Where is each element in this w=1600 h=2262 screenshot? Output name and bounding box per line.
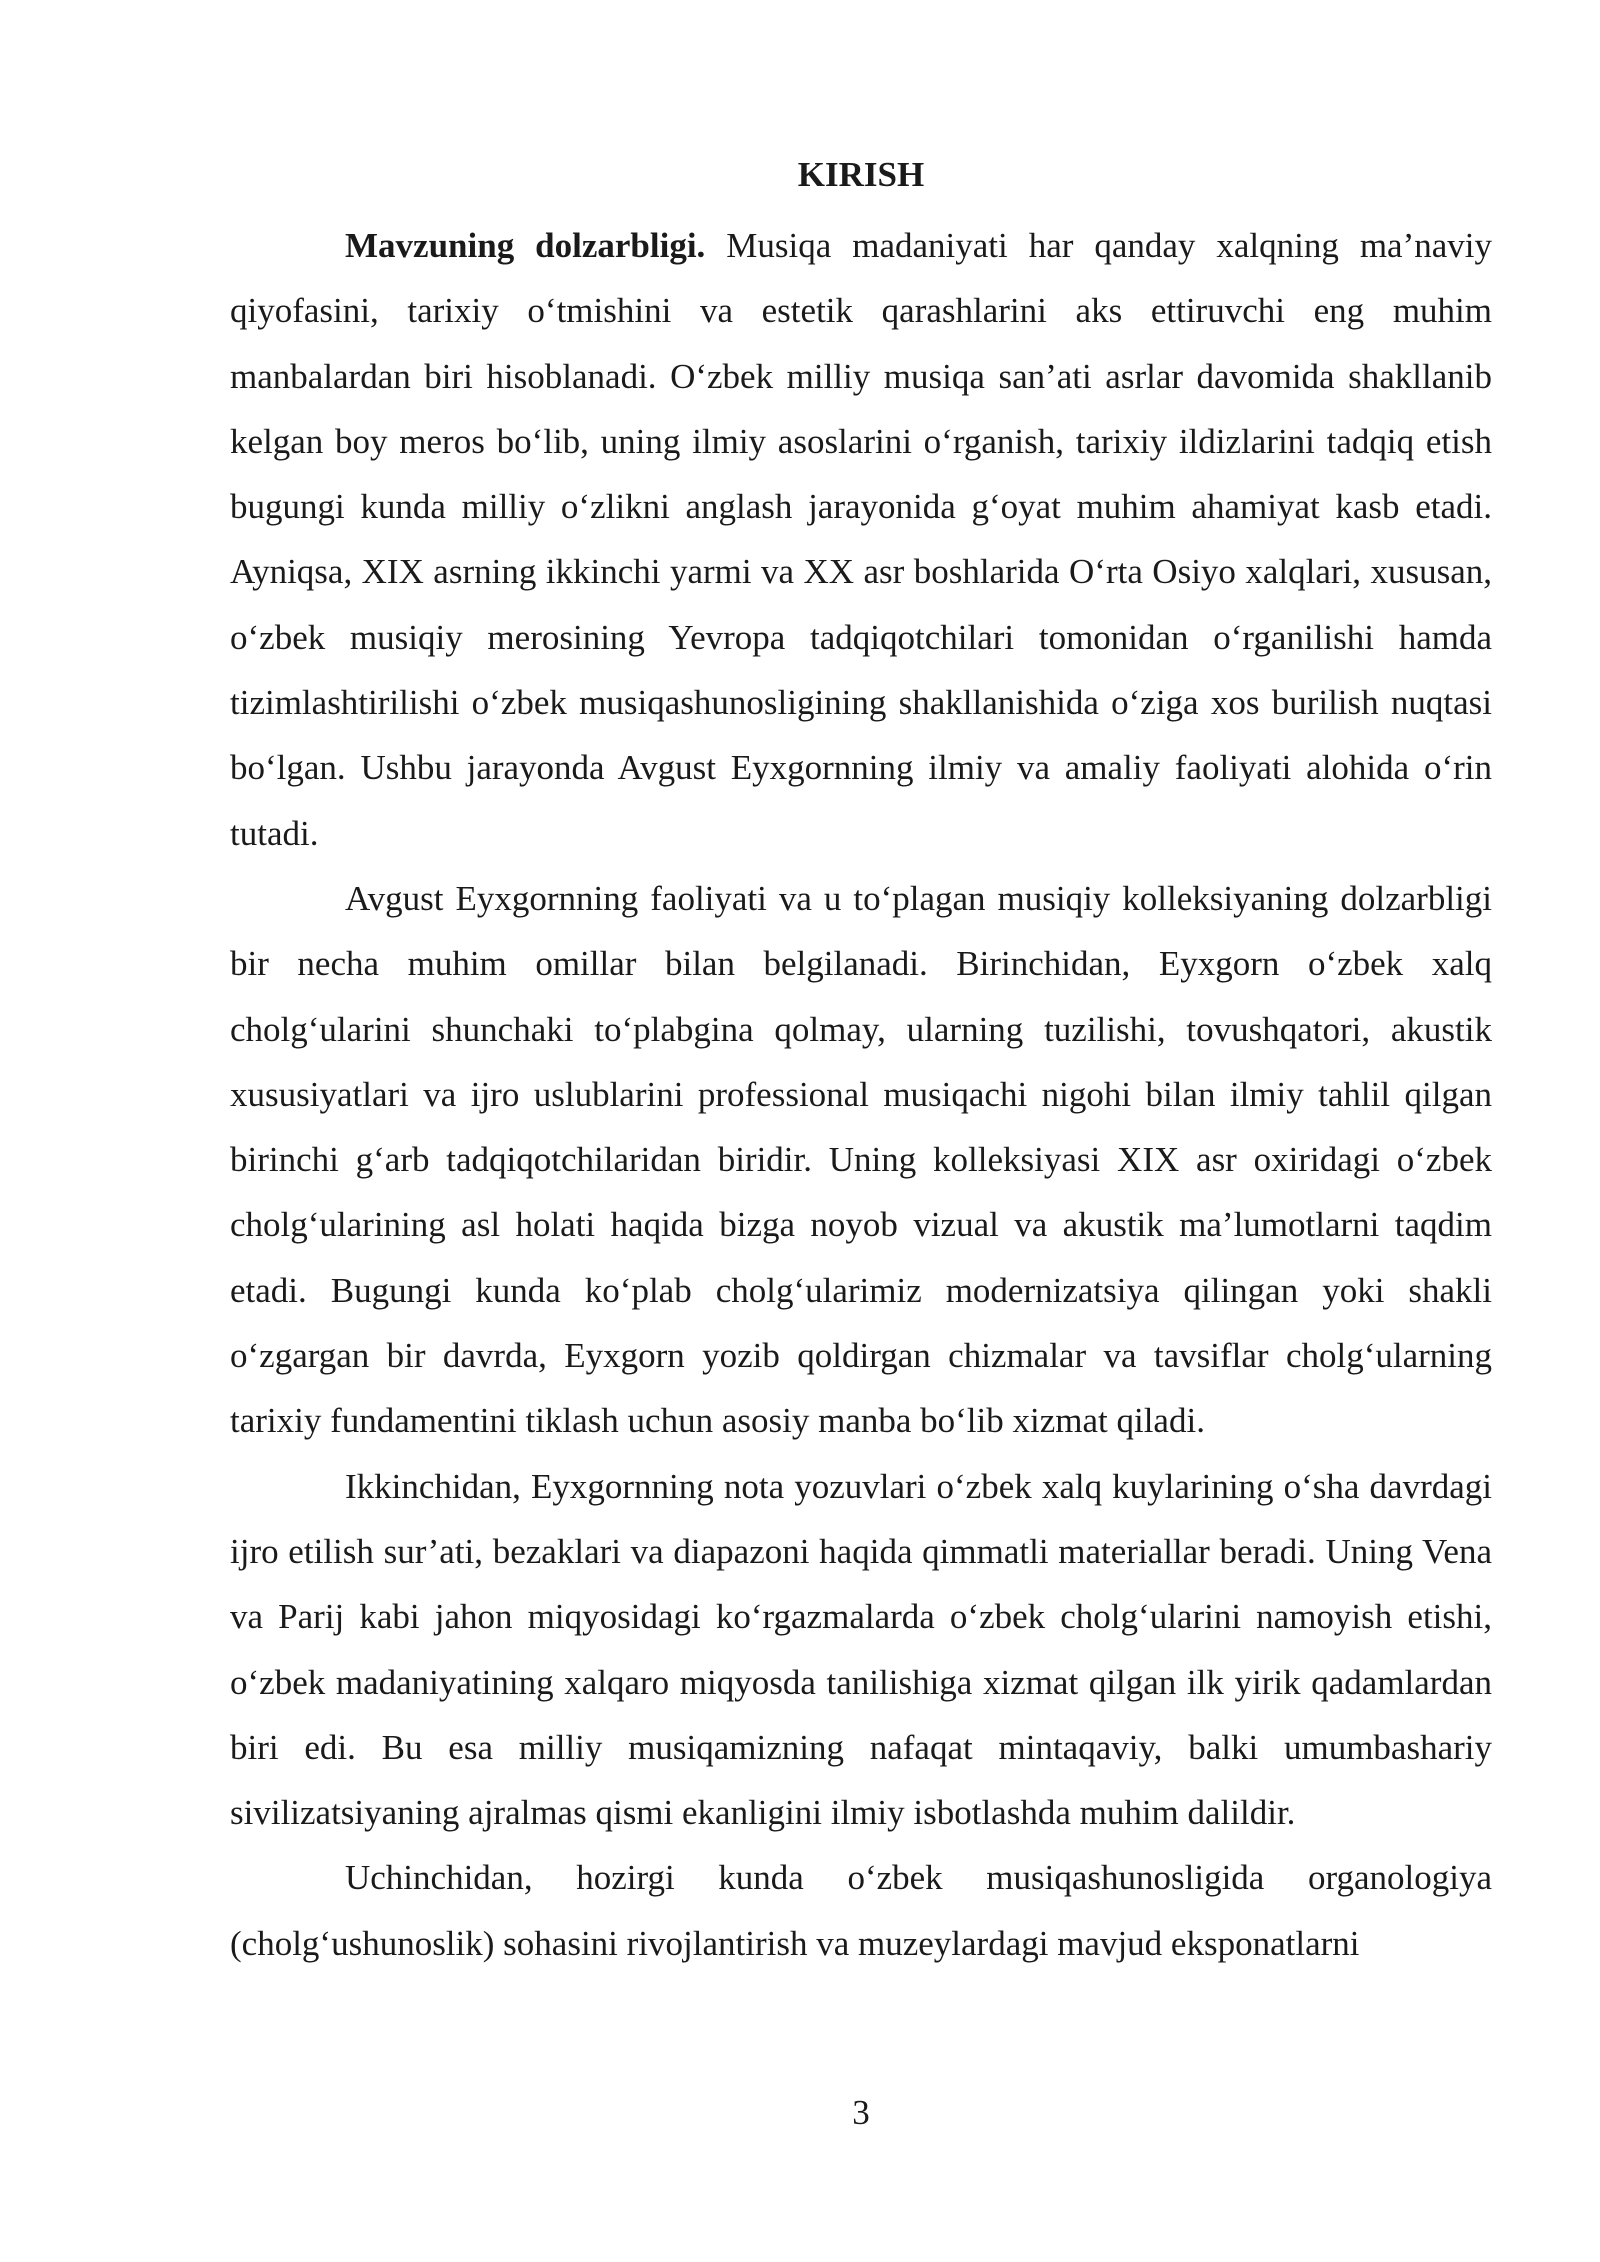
body-text [230,213,1492,1976]
page-number: 3 [852,2093,870,2132]
paragraph-lead: Mavzuning dolzarbligi. [345,226,706,265]
section-heading: KIRISH [797,155,925,194]
paragraph-text: Ikkinchidan, Eyxgornning nota yozuvlari o‘zbek xalq kuylarining o‘sha davrdagi ijro etilish sur’ati, bezaklari va diapazoni haqida qimmatli materiallar beradi. Uning Vena va Parij kabi jahon miqyosidagi ko‘rgazmalarda o‘zbek cholg‘ularini namoyish etishi, o‘zbek madaniyatining xalqaro miqyosda tanilishiga xizmat qilgan ilk yirik qadamlardan biri edi. Bu esa milliy musiqamizning nafaqat mintaqaviy, balki umumbashariy sivilizatsiyaning ajralmas qismi ekanligini ilmiy isbotlashda muhim dalildir. [230,1466,1492,1833]
paragraph-text: Musiqa madaniyati har qanday xalqning ma’naviy qiyofasini, tarixiy o‘tmishini va estetik qarashlarini aks ettiruvchi eng muhim manbalardan biri hisoblanadi. O‘zbek milliy musiqa san’ati asrlar davomida shakllanib kelgan boy meros bo‘lib, uning ilmiy asoslarini o‘rganish, tarixiy ildizlarini tadqiq etish bugungi kunda milliy o‘zlikni anglash jarayonida g‘oyat muhim ahamiyat kasb etadi. Ayniqsa, XIX asrning ikkinchi yarmi va XX asr boshlarida O‘rta Osiyo xalqlari, xususan, o‘zbek musiqiy merosining Yevropa tadqiqotchilari tomonidan o‘rganilishi hamda tizimlashtirilishi o‘zbek musiqashunosligining shakllanishida o‘ziga xos burilish nuqtasi bo‘lgan. Ushbu jarayonda Avgust Eyxgornning ilmiy va amaliy faoliyati alohida o‘rin tutadi. [230,226,1493,853]
paragraph-text: Avgust Eyxgornning faoliyati va u to‘plagan musiqiy kolleksiyaning dolzarbligi bir necha muhim omillar bilan belgilanadi. Birinchidan, Eyxgorn o‘zbek xalq cholg‘ularini shunchaki to‘plabgina qolmay, ularning tuzilishi, tovushqatori, akustik xususiyatlari va ijro uslublarini professional musiqachi nigohi bilan ilmiy tahlil qilgan birinchi g‘arb tadqiqotchilaridan biridir. Uning kolleksiyasi XIX asr oxiridagi o‘zbek cholg‘ularining asl holati haqida bizga noyob vizual va akustik ma’lumotlarni taqdim etadi. Bugungi kunda ko‘plab cholg‘ularimiz modernizatsiya qilingan yoki shakli o‘zgargan bir davrda, Eyxgorn yozib qoldirgan chizmalar va tavsiflar cholg‘ularning tarixiy fundamentini tiklash uchun asosiy manba bo‘lib xizmat qiladi. [230,878,1492,1441]
paragraph-text: Uchinchidan, hozirgi kunda o‘zbek musiqashunosligida organologiya (cholg‘ushunoslik) sohasini rivojlantirish va muzeylardagi mavjud eksponatlarni [230,1858,1492,1963]
paragraph-relevance [230,213,1492,866]
